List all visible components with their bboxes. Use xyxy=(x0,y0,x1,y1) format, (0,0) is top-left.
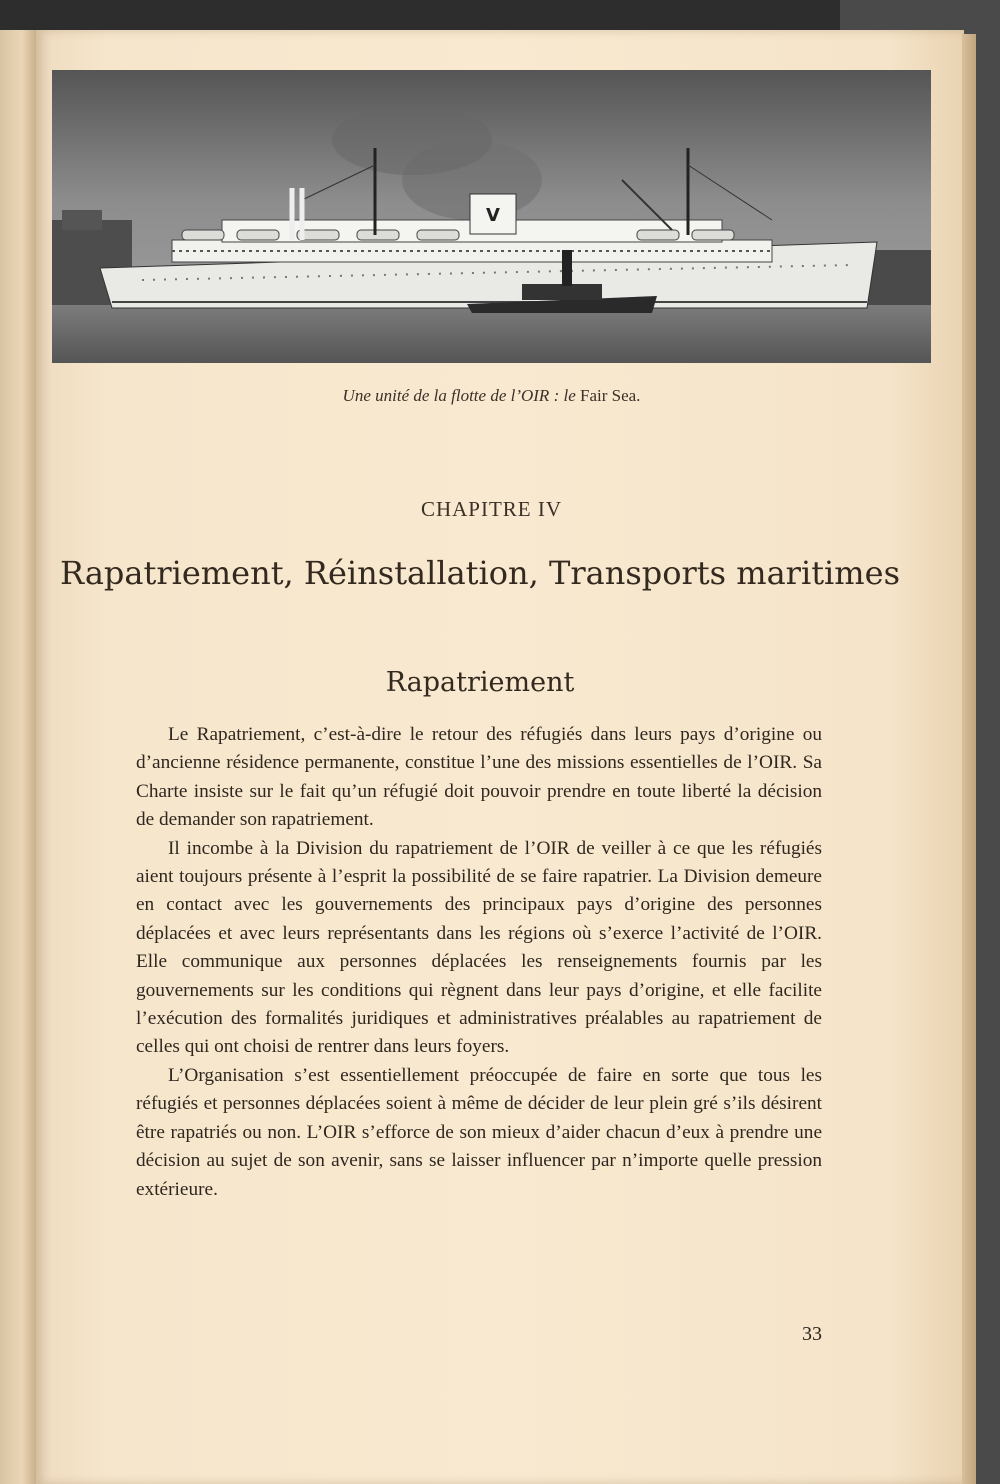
figure-caption xyxy=(52,386,931,406)
water xyxy=(52,305,931,363)
superstructure xyxy=(172,240,772,262)
chapter-label: CHAPITRE IV xyxy=(420,497,563,521)
paragraph: L’Organisation s’est essentiellement préoccupée de faire en sorte que tous les réfugiés et personnes déplacées soient à même de décider de leur plein gré s’ils désirent être rapatriés ou non. L’OIR s’efforce de son mieux d’aider chacun d’eux à prendre une décision au sujet de son avenir, sans se laisser influencer par n’importe quelle pression extérieure. xyxy=(136,1064,822,1200)
ship-illustration xyxy=(52,70,931,363)
lifeboats xyxy=(182,230,734,240)
ship-photo xyxy=(52,70,931,363)
funnel-letter: V xyxy=(486,205,500,226)
page-number: 33 xyxy=(802,1323,822,1345)
tugboat-cabin xyxy=(522,284,602,300)
caption-italic: Une unité de la flotte de l’OIR : le xyxy=(342,386,576,405)
page-edge-shadow xyxy=(962,34,976,1484)
harbor-building-top xyxy=(62,210,102,230)
scanner-background xyxy=(0,0,840,34)
section-heading: Rapatriement xyxy=(385,667,575,698)
caption-ship-name: Fair Sea. xyxy=(580,386,641,405)
facing-page-edge xyxy=(0,30,36,1484)
chapter-title: Rapatriement, Réinstallation, Transports maritimes xyxy=(60,554,900,592)
body-text xyxy=(136,721,822,1204)
paragraph: Il incombe à la Division du rapatriement de l’OIR de veiller à ce que les réfugiés aient toujours présente à l’esprit la possibilité de se faire rapatrier. La Division demeure en contact avec les gouvernements des principaux pays d’origine des personnes déplacées et avec leurs représentants dans les régions où s’exerce l’activité de l’OIR. Elle communique aux personnes déplacées les renseignements fournis par les gouvernements sur les conditions qui règnent dans leur pays d’origine, et elle facilite l’exécution des formalités juridiques et administratives préalables au rapatriement de celles qui ont choisi de rentrer dans leurs foyers. xyxy=(136,837,822,1058)
paragraph: Le Rapatriement, c’est-à-dire le retour des réfugiés dans leurs pays d’origine ou d’ancienne résidence permanente, constitue l’une des missions essentielles de l’OIR. Sa Charte insiste sur le fait qu’un réfugié doit pouvoir prendre en toute liberté la décision de demander son rapatriement. xyxy=(136,724,822,831)
smoke-cloud xyxy=(332,105,492,175)
shore-buildings xyxy=(867,250,931,305)
tugboat-funnel xyxy=(562,250,572,286)
